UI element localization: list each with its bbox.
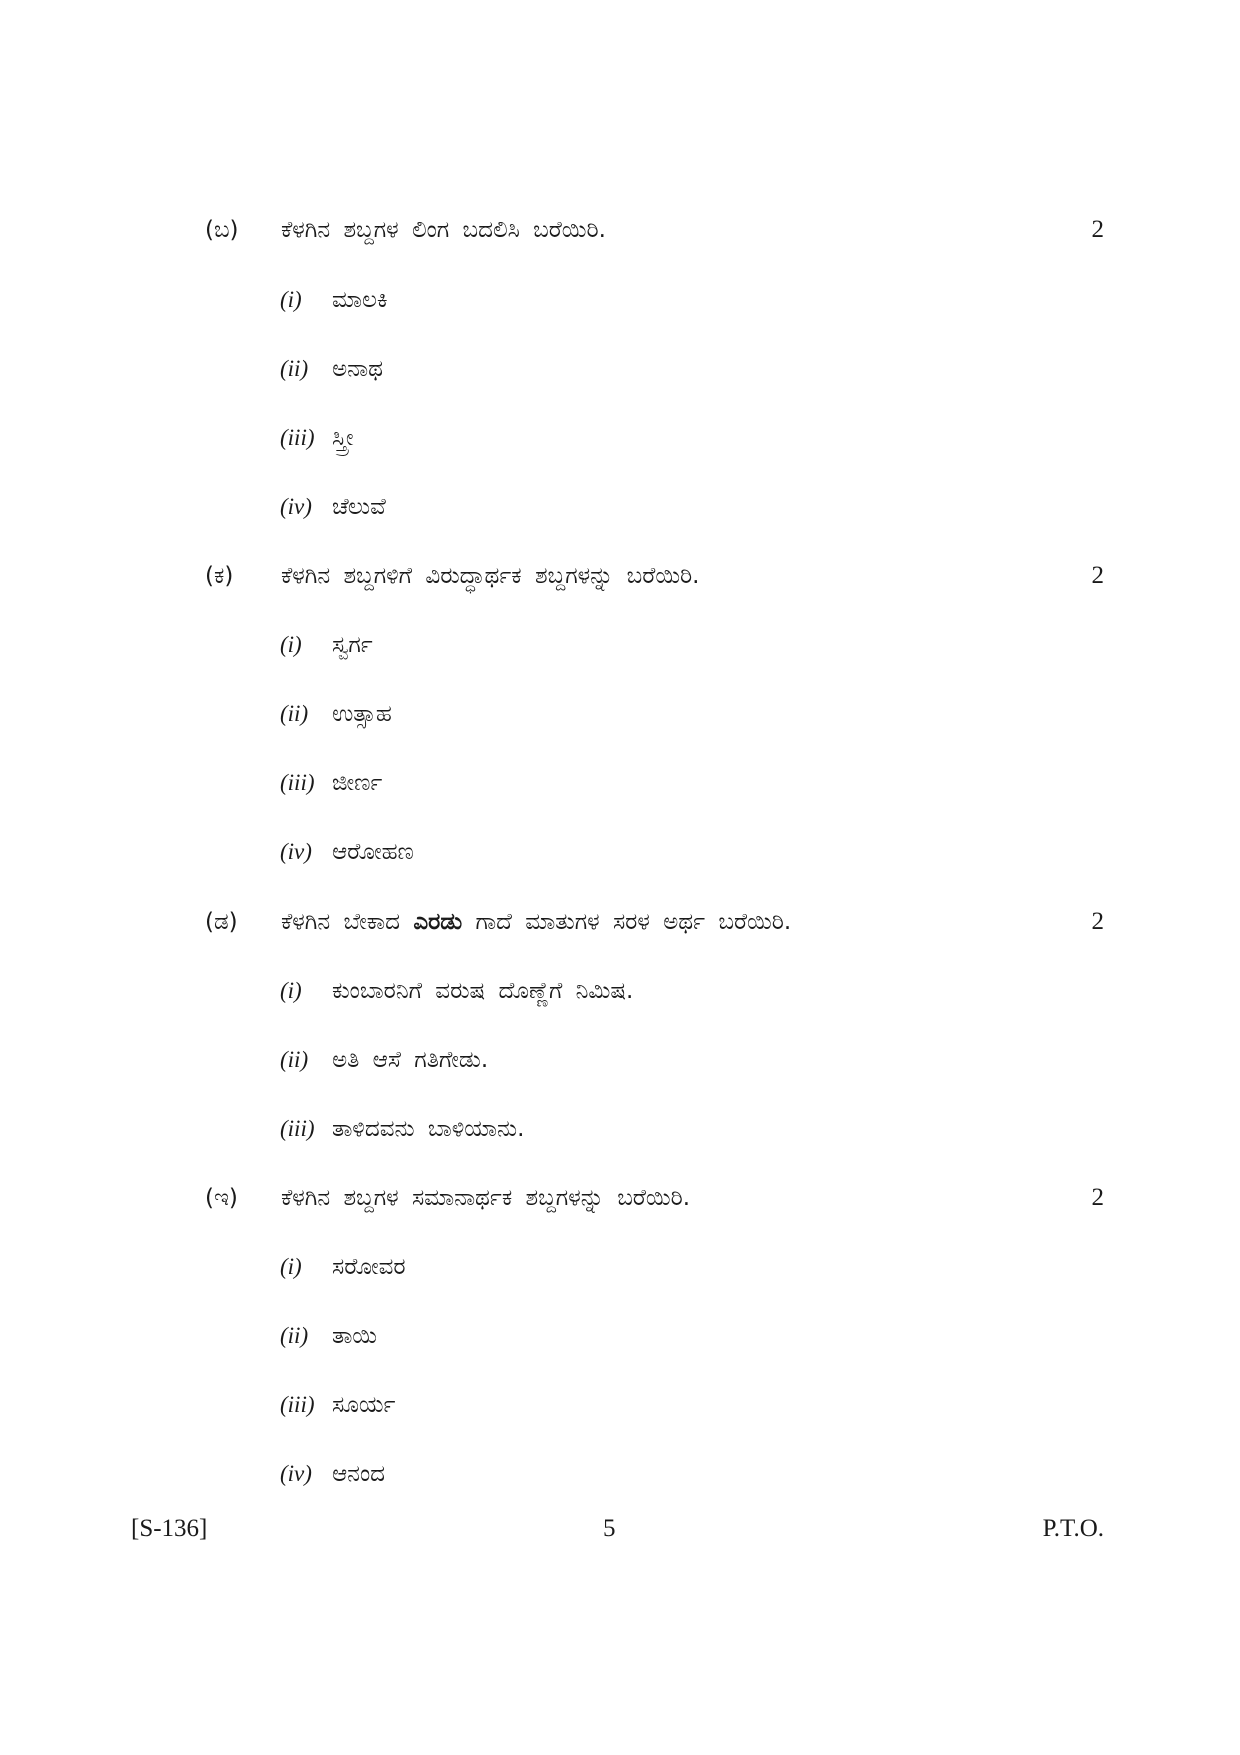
question-text-start: ಕೆಳಗಿನ ಬೇಕಾದ [281, 909, 414, 935]
sub-item-text: ಅನಾಥ [332, 356, 383, 382]
sub-item-number: (iv) [280, 1461, 312, 1486]
sub-item-number: (iii) [280, 1392, 315, 1417]
sub-item-text: ಜೀರ್ಣ [332, 770, 383, 796]
sub-item [280, 1316, 377, 1356]
question-text [281, 909, 791, 935]
question-letter: (ಬ) [205, 217, 239, 243]
question-heading [205, 556, 699, 596]
please-turn-over: P.T.O. [1042, 1515, 1104, 1542]
sub-item [280, 487, 386, 527]
question-letter: (ಇ) [205, 1185, 238, 1211]
question-marks: 2 [1091, 1184, 1104, 1211]
question-letter: (ಕ) [205, 563, 234, 589]
question-text-end: ಗಾದೆ ಮಾತುಗಳ ಸರಳ ಅರ್ಥ ಬರೆಯಿರಿ. [462, 909, 792, 935]
sub-item-number: (i) [280, 632, 302, 657]
sub-item-text: ಚೆಲುವೆ [332, 494, 386, 520]
sub-item [280, 1040, 488, 1080]
sub-item-text: ಸ್ವರ್ಗ [332, 632, 373, 658]
sub-item-number: (i) [280, 1254, 302, 1279]
sub-item-number: (iii) [280, 770, 315, 795]
sub-item-text: ತಾಯಿ [332, 1323, 378, 1349]
sub-item-number: (iv) [280, 839, 312, 864]
sub-item [280, 418, 353, 458]
question-text: ಕೆಳಗಿನ ಶಬ್ದಗಳ ಲಿಂಗ ಬದಲಿಸಿ ಬರೆಯಿರಿ. [281, 217, 606, 243]
sub-item [280, 280, 388, 320]
sub-item-text: ತಾಳಿದವನು ಬಾಳಿಯಾನು. [332, 1116, 525, 1142]
sub-item-number: (ii) [280, 1047, 309, 1072]
page-number: 5 [603, 1515, 616, 1542]
sub-item-number: (ii) [280, 356, 309, 381]
sub-item-text: ಮಾಲಕಿ [332, 287, 388, 313]
sub-item [280, 1454, 385, 1494]
question-marks: 2 [1091, 562, 1104, 589]
sub-item [280, 1247, 406, 1287]
sub-item-text: ಉತ್ಸಾಹ [332, 701, 392, 727]
question-text-emphasis: ಎರಡು [413, 909, 463, 935]
sub-item [280, 349, 383, 389]
sub-item [280, 971, 633, 1011]
sub-item-text: ಸೂರ್ಯ [332, 1392, 396, 1418]
question-letter: (ಡ) [205, 909, 238, 935]
sub-item [280, 763, 382, 803]
sub-item-number: (iii) [280, 1116, 315, 1141]
sub-item-text: ಕುಂಬಾರನಿಗೆ ವರುಷ ದೊಣ್ಣೆಗೆ ನಿಮಿಷ. [332, 978, 634, 1004]
sub-item [280, 1109, 524, 1149]
sub-item [280, 625, 373, 665]
question-marks: 2 [1091, 216, 1104, 243]
sub-item-text: ಆರೋಹಣ [332, 839, 414, 865]
sub-item-text: ಅತಿ ಆಸೆ ಗತಿಗೇಡು. [332, 1047, 489, 1073]
sub-item [280, 694, 392, 734]
question-heading [205, 902, 791, 942]
question-marks: 2 [1091, 908, 1104, 935]
question-text: ಕೆಳಗಿನ ಶಬ್ದಗಳಿಗೆ ವಿರುದ್ಧಾರ್ಥಕ ಶಬ್ದಗಳನ್ನು ಬರೆಯಿರಿ. [281, 563, 700, 589]
sub-item [280, 1385, 395, 1425]
sub-item [280, 832, 414, 872]
sub-item-number: (ii) [280, 1323, 309, 1348]
sub-item-text: ಆನಂದ [332, 1461, 386, 1487]
question-text: ಕೆಳಗಿನ ಶಬ್ದಗಳ ಸಮಾನಾರ್ಥಕ ಶಬ್ದಗಳನ್ನು ಬರೆಯಿರಿ. [281, 1185, 691, 1211]
sub-item-text: ಸರೋವರ [332, 1254, 406, 1280]
sub-item-number: (iii) [280, 425, 315, 450]
sub-item-number: (ii) [280, 701, 309, 726]
sub-item-number: (i) [280, 978, 302, 1003]
question-heading [205, 210, 606, 250]
sub-item-number: (i) [280, 287, 302, 312]
question-heading [205, 1178, 690, 1218]
sub-item-number: (iv) [280, 494, 312, 519]
paper-code: [S-136] [131, 1515, 208, 1542]
sub-item-text: ಸ್ತ್ರೀ [332, 425, 354, 451]
